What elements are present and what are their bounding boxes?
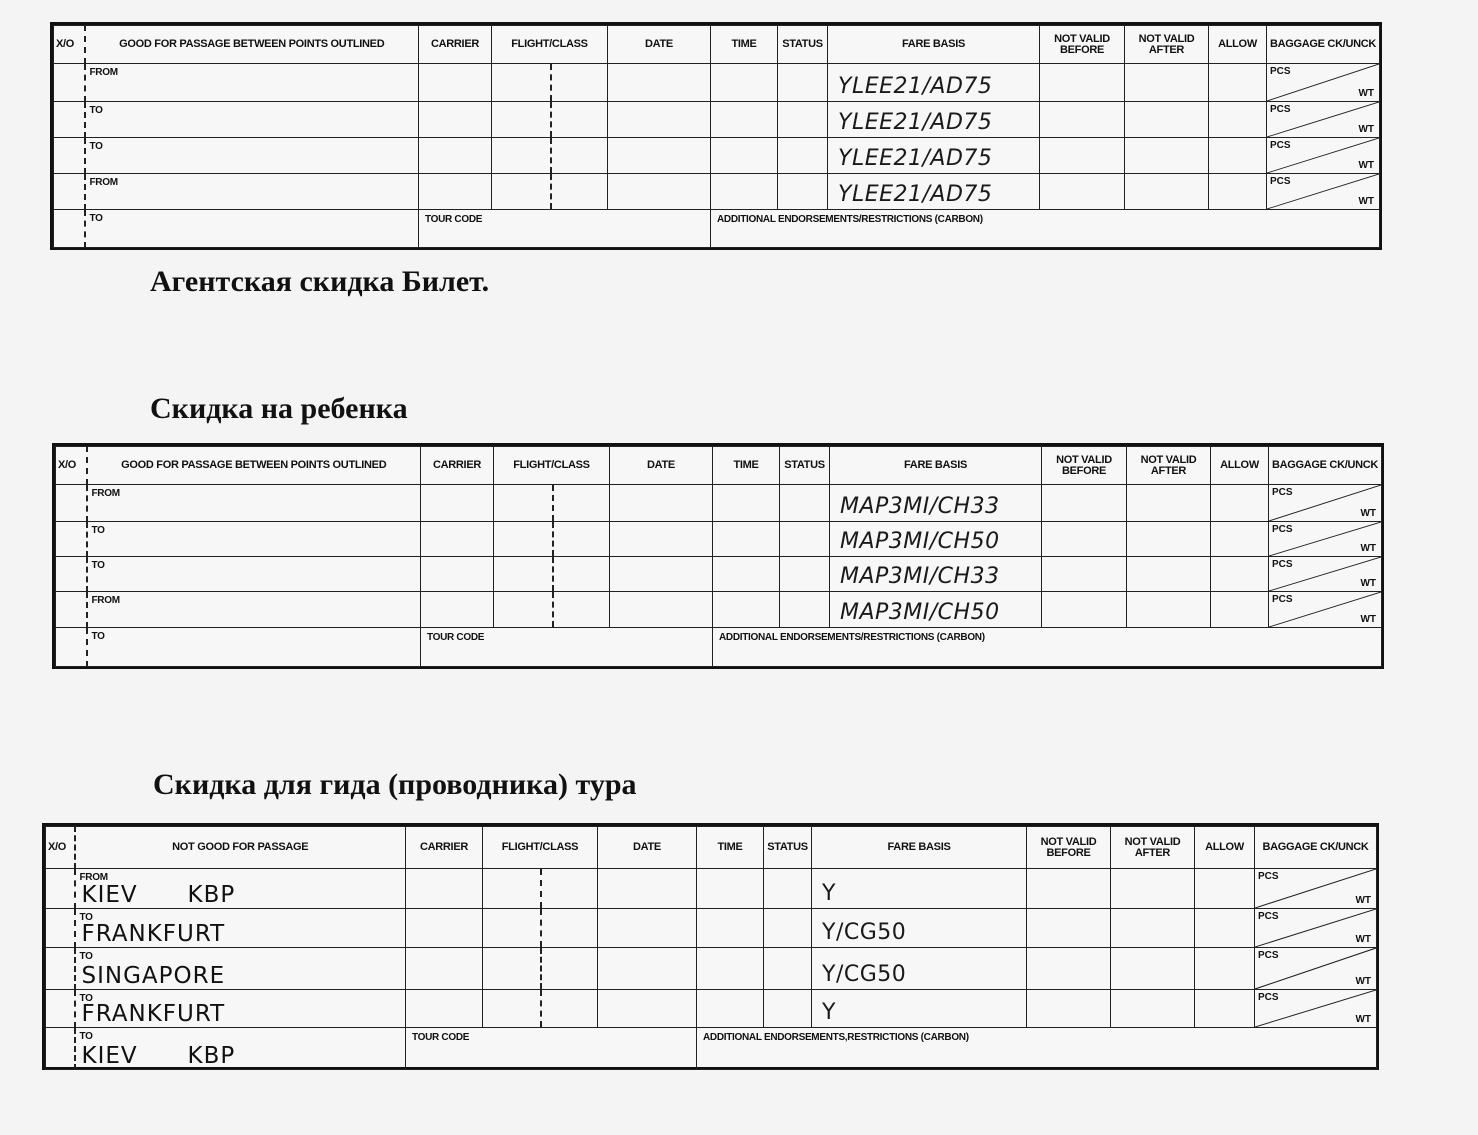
city-name: KIEV <box>81 1043 138 1069</box>
not-good-for-passage-header: NOT GOOD FOR PASSAGE <box>75 827 406 869</box>
flight-class-header: FLIGHT/CLASS <box>483 827 598 869</box>
table-row <box>54 64 1380 102</box>
date-header: DATE <box>610 447 713 485</box>
row-label: FROM <box>91 595 120 606</box>
not-valid-after-header: NOT VALID AFTER <box>1125 26 1209 64</box>
table-row <box>54 102 1380 138</box>
table-row <box>46 909 1377 948</box>
airport-code: KBP <box>187 882 236 908</box>
city-name: FRANKFURT <box>81 921 226 947</box>
baggage-cell: PCS WT <box>1255 990 1377 1028</box>
fare-basis-value: Y/CG50 <box>822 920 907 945</box>
allow-header: ALLOW <box>1195 827 1255 869</box>
passage-header: GOOD FOR PASSAGE BETWEEN POINTS OUTLINED <box>87 447 421 485</box>
row-label: TO <box>79 1031 93 1042</box>
fare-basis-value: YLEE21/AD75 <box>838 146 993 171</box>
tour-code-label: TOUR CODE <box>412 1032 470 1043</box>
carrier-header: CARRIER <box>419 26 492 64</box>
tour-code-label: TOUR CODE <box>427 632 485 643</box>
fare-basis-header: FARE BASIS <box>828 26 1040 64</box>
fare-basis-header: FARE BASIS <box>812 827 1027 869</box>
fare-basis-value: Y <box>822 881 836 906</box>
status-header: STATUS <box>764 827 812 869</box>
fare-basis-value: Y/CG50 <box>822 962 907 987</box>
fare-basis-value: YLEE21/AD75 <box>838 110 993 135</box>
heading-child-discount: Скидка на ребенка <box>150 392 408 425</box>
xo-header: X/O <box>46 827 75 869</box>
baggage-cell: PCS WT <box>1269 592 1382 628</box>
table-row <box>46 990 1377 1028</box>
baggage-header: BAGGAGE CK/UNCK <box>1267 26 1380 64</box>
airport-code: KBP <box>187 1043 236 1069</box>
table-row <box>56 628 1382 667</box>
fare-basis-value: MAP3MI/CH33 <box>840 494 1000 519</box>
not-valid-after-header: NOT VALID AFTER <box>1111 827 1195 869</box>
baggage-cell: PCS WT <box>1255 909 1377 948</box>
row-label: TO <box>91 631 105 642</box>
date-header: DATE <box>598 827 697 869</box>
allow-header: ALLOW <box>1209 26 1267 64</box>
not-valid-after-header: NOT VALID AFTER <box>1127 447 1211 485</box>
carrier-header: CARRIER <box>406 827 483 869</box>
xo-header: X/O <box>56 447 87 485</box>
endorsements-label: ADDITIONAL ENDORSEMENTS,RESTRICTIONS (CARBON) <box>703 1032 969 1043</box>
row-label: FROM <box>89 67 118 78</box>
endorsements-label: ADDITIONAL ENDORSEMENTS/RESTRICTIONS (CARBON) <box>719 632 985 643</box>
row-label: TO <box>89 105 103 116</box>
row-label: TO <box>91 525 105 536</box>
heading-agent-discount: Агентская скидка Билет. <box>150 265 490 298</box>
row-label: TO <box>79 912 93 923</box>
flight-class-header: FLIGHT/CLASS <box>492 26 608 64</box>
table-row <box>46 948 1377 990</box>
status-header: STATUS <box>780 447 830 485</box>
not-valid-before-header: NOT VALID BEFORE <box>1027 827 1111 869</box>
passage-header: GOOD FOR PASSAGE BETWEEN POINTS OUTLINED <box>85 26 419 64</box>
table-row <box>54 210 1380 248</box>
baggage-header: BAGGAGE CK/UNCK <box>1269 447 1382 485</box>
row-label: FROM <box>79 872 108 883</box>
table-row <box>56 557 1382 592</box>
baggage-cell: PCS WT <box>1267 102 1380 138</box>
baggage-header: BAGGAGE CK/UNCK <box>1255 827 1377 869</box>
row-label: TO <box>91 560 105 571</box>
xo-header: X/O <box>54 26 85 64</box>
flight-class-header: FLIGHT/CLASS <box>494 447 610 485</box>
fare-basis-value: MAP3MI/CH50 <box>840 529 1000 554</box>
fare-basis-value: MAP3MI/CH33 <box>840 564 1000 589</box>
fare-basis-value: YLEE21/AD75 <box>838 182 993 207</box>
city-name: SINGAPORE <box>81 963 226 989</box>
baggage-cell: PCS WT <box>1269 557 1382 592</box>
ticket-child-discount <box>52 443 1384 669</box>
table-row <box>56 592 1382 628</box>
fare-basis-header: FARE BASIS <box>830 447 1042 485</box>
heading-tour-guide-discount: Скидка для гида (проводника) тура <box>153 768 637 801</box>
baggage-cell: PCS WT <box>1255 869 1377 909</box>
table-row <box>54 138 1380 174</box>
table-row <box>46 1028 1377 1070</box>
row-label: FROM <box>91 488 120 499</box>
endorsements-label: ADDITIONAL ENDORSEMENTS/RESTRICTIONS (CARBON) <box>717 214 983 225</box>
table-row <box>56 522 1382 557</box>
date-header: DATE <box>608 26 711 64</box>
not-valid-before-header: NOT VALID BEFORE <box>1040 26 1125 64</box>
baggage-cell: PCS WT <box>1267 64 1380 102</box>
time-header: TIME <box>711 26 778 64</box>
ticket-tour-guide-discount <box>42 823 1379 1070</box>
row-label: TO <box>89 213 103 224</box>
time-header: TIME <box>697 827 764 869</box>
table-row <box>54 174 1380 210</box>
allow-header: ALLOW <box>1211 447 1269 485</box>
table-row <box>46 869 1377 909</box>
baggage-cell: PCS WT <box>1267 138 1380 174</box>
status-header: STATUS <box>778 26 828 64</box>
baggage-cell: PCS WT <box>1255 948 1377 990</box>
city-name: KIEV <box>81 882 138 908</box>
tour-code-label: TOUR CODE <box>425 214 483 225</box>
city-name: FRANKFURT <box>81 1001 226 1027</box>
baggage-cell: PCS WT <box>1267 174 1380 210</box>
time-header: TIME <box>713 447 780 485</box>
row-label: FROM <box>89 177 118 188</box>
carrier-header: CARRIER <box>421 447 494 485</box>
fare-basis-value: Y <box>822 1000 836 1025</box>
row-label: TO <box>79 993 93 1004</box>
row-label: TO <box>79 951 93 962</box>
ticket-agent-discount <box>50 22 1382 250</box>
fare-basis-value: MAP3MI/CH50 <box>840 600 1000 625</box>
baggage-cell: PCS WT <box>1269 485 1382 522</box>
fare-basis-value: YLEE21/AD75 <box>838 74 993 99</box>
not-valid-before-header: NOT VALID BEFORE <box>1042 447 1127 485</box>
row-label: TO <box>89 141 103 152</box>
baggage-cell: PCS WT <box>1269 522 1382 557</box>
table-row <box>56 485 1382 522</box>
